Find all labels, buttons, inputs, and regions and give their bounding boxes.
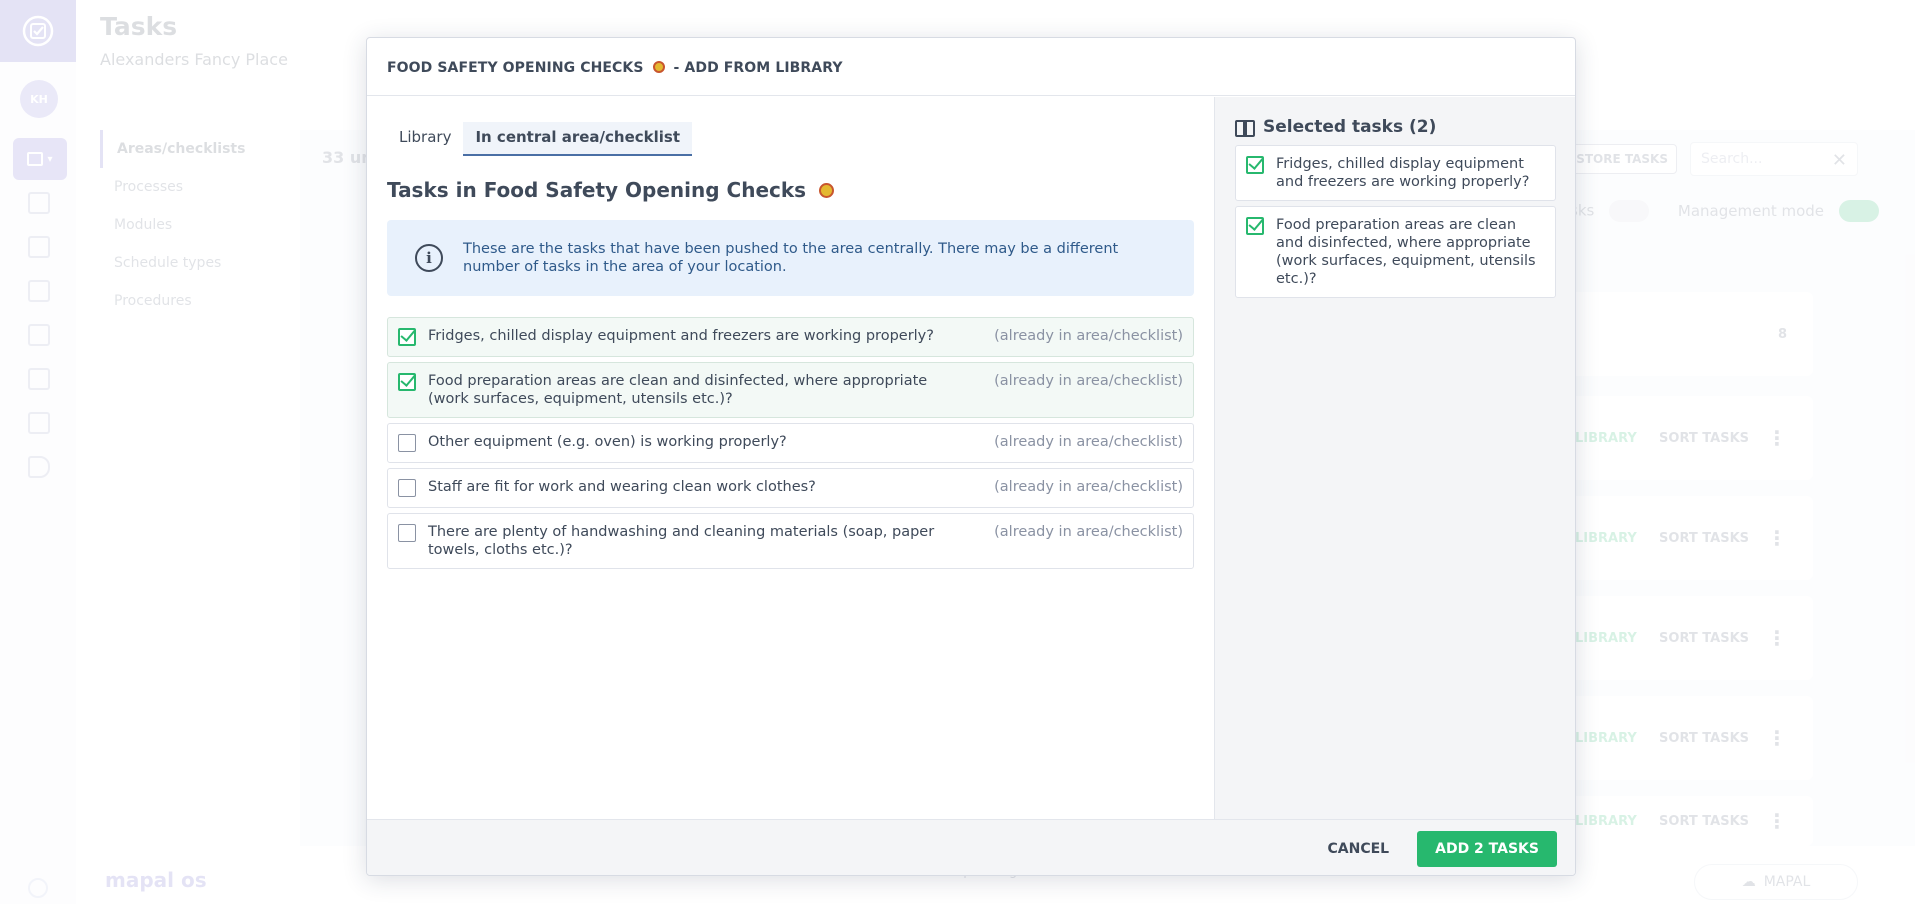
task-checkbox[interactable] [398, 524, 416, 542]
selected-task-checkbox[interactable] [1246, 156, 1264, 174]
task-row[interactable] [387, 513, 1194, 569]
selected-task-label: Fridges, chilled display equipment and freezers are working properly? [1276, 156, 1530, 190]
task-status: (already in area/checklist) [994, 434, 1183, 450]
cancel-button[interactable]: CANCEL [1310, 831, 1408, 867]
task-row[interactable] [387, 362, 1194, 418]
task-row[interactable] [387, 468, 1194, 508]
task-checkbox[interactable] [398, 328, 416, 346]
selected-task-checkbox[interactable] [1246, 217, 1264, 235]
section-title [387, 178, 1194, 202]
add-from-library-modal [366, 37, 1576, 876]
info-icon: i [415, 244, 443, 272]
task-checkbox[interactable] [398, 373, 416, 391]
task-checkbox[interactable] [398, 479, 416, 497]
selected-tasks-title-text: Selected tasks (2) [1263, 117, 1437, 137]
task-label: There are plenty of handwashing and cleaning materials (soap, paper towels, cloths etc.)? [428, 524, 935, 558]
task-status: (already in area/checklist) [994, 373, 1183, 389]
task-row[interactable] [387, 317, 1194, 357]
task-label: Staff are fit for work and wearing clean work clothes? [428, 479, 816, 495]
tab-library[interactable]: Library [399, 128, 452, 146]
info-text: These are the tasks that have been pushed to the area centrally. There may be a different number of tasks in the area of your location. [463, 241, 1119, 275]
tab-central-area[interactable]: In central area/checklist [463, 122, 692, 156]
task-row[interactable] [387, 423, 1194, 463]
task-status: (already in area/checklist) [994, 328, 1183, 344]
modal-title-suffix: - ADD FROM LIBRARY [673, 60, 843, 76]
modal-title-checklist: FOOD SAFETY OPENING CHECKS [387, 60, 644, 76]
selected-tasks-title [1235, 117, 1556, 137]
selected-task-item[interactable] [1235, 206, 1556, 298]
task-source-panel [367, 97, 1214, 819]
task-label: Fridges, chilled display equipment and freezers are working properly? [428, 328, 934, 344]
selected-tasks-list [1235, 145, 1556, 298]
selected-task-label: Food preparation areas are clean and disinfected, where appropriate (work surfaces, equipment, utensils etc.)? [1276, 217, 1536, 287]
modal-footer [367, 819, 1576, 876]
task-status: (already in area/checklist) [994, 524, 1183, 540]
task-list [387, 317, 1194, 569]
lollipop-emoji-icon [653, 61, 665, 73]
task-status: (already in area/checklist) [994, 479, 1183, 495]
selected-tasks-panel [1214, 97, 1576, 819]
add-tasks-button[interactable]: ADD 2 TASKS [1417, 831, 1557, 867]
task-checkbox[interactable] [398, 434, 416, 452]
task-label: Other equipment (e.g. oven) is working properly? [428, 434, 787, 450]
section-title-text: Tasks in Food Safety Opening Checks [387, 178, 807, 202]
source-tabs [387, 122, 1194, 156]
task-label: Food preparation areas are clean and disinfected, where appropriate (work surfaces, equipment, utensils etc.)? [428, 373, 928, 407]
book-icon [1235, 120, 1253, 135]
lollipop-emoji-icon [819, 183, 834, 198]
modal-header [367, 38, 1575, 96]
info-banner [387, 220, 1194, 296]
selected-task-item[interactable] [1235, 145, 1556, 201]
